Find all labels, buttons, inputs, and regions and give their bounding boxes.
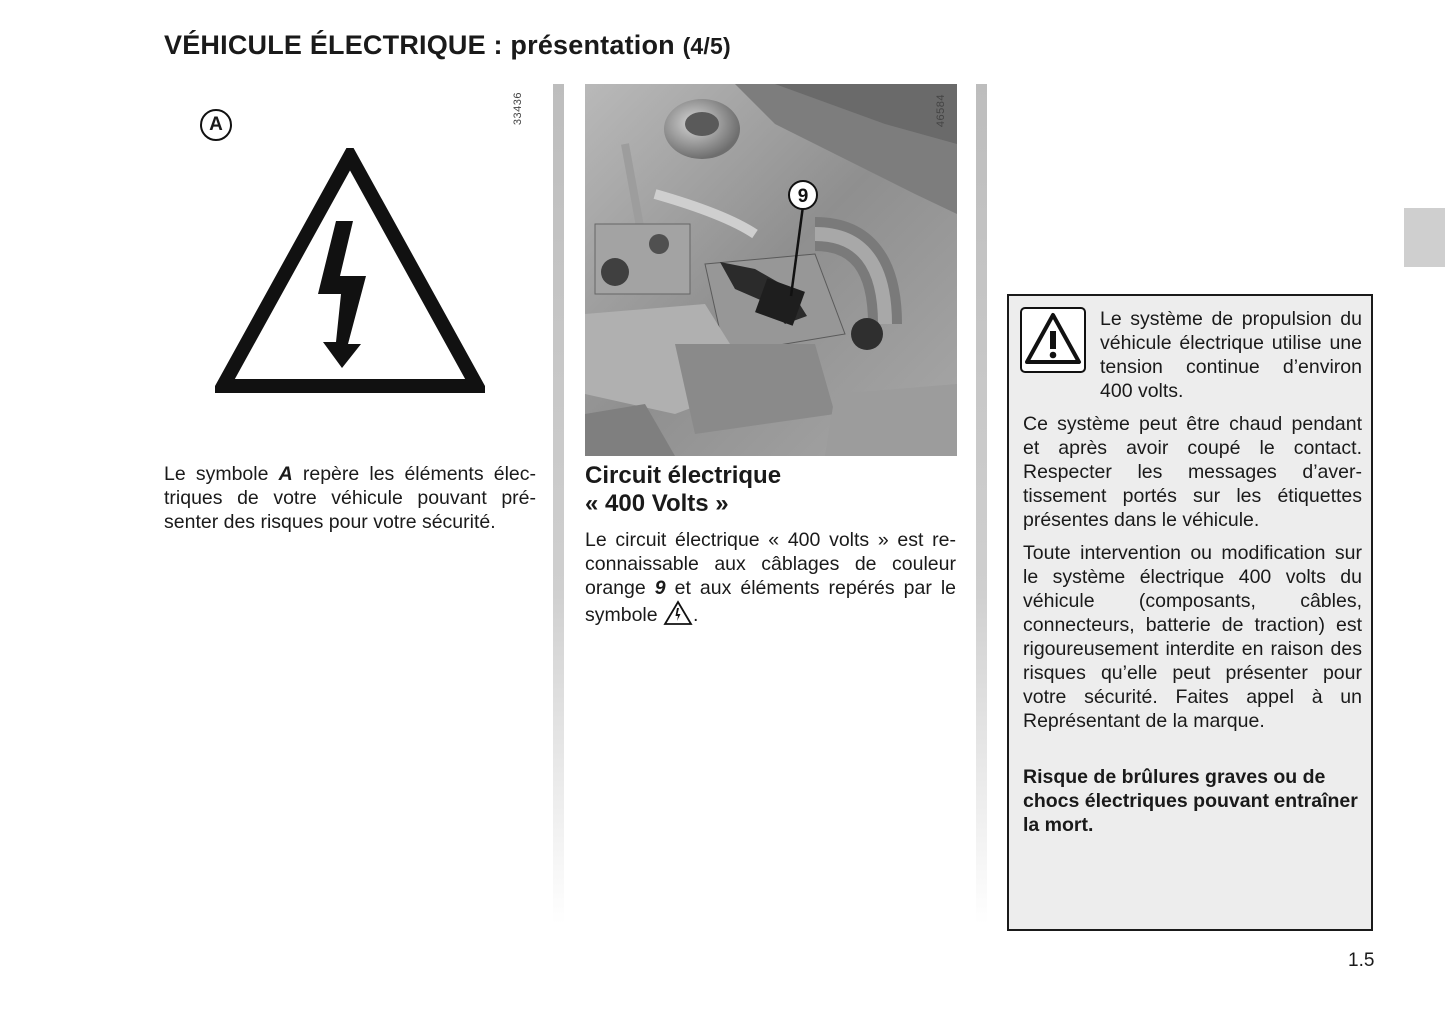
figure-code: 33436 <box>512 92 524 126</box>
warning-paragraph-heat: Ce système peut être chaud pendant et après avoir coupé le contact. Respecter les messages d’avertissement portés sur les étiquettes présentes dans le véhicule. <box>1023 413 1362 531</box>
page-title-main: VÉHICULE ÉLECTRIQUE : présentation <box>164 30 675 60</box>
section-tab <box>1404 208 1445 267</box>
warning-box <box>1007 294 1373 931</box>
symbol-a-ref: A <box>278 463 293 485</box>
page-title-part: (4/5) <box>682 33 731 59</box>
warning-triangle-icon <box>1022 309 1084 371</box>
column-divider-right <box>976 84 987 924</box>
engine-bay-photo <box>585 84 957 456</box>
column-divider-left <box>553 84 564 924</box>
section-heading: Circuit électrique « 400 Volts » <box>585 462 782 517</box>
cable-ref-9: 9 <box>654 577 666 599</box>
figure-label-a: A <box>200 109 232 141</box>
circuit-description: Le circuit électrique « 400 volts » est reconnaissable aux câblages de couleur orange 9 et aux éléments repérés par le symbole . <box>585 529 957 626</box>
callout-label-9: 9 <box>797 186 809 207</box>
warning-paragraph-intervention: Toute intervention ou modification sur le système électrique 400 volts du véhicule (composants, câbles, connecteurs, batterie de traction) est rigoureusement interdite en raison des risques qu’elle peut présenter pour votre sécurité. Faites appel à un Représentant de la marque. <box>1023 542 1362 732</box>
high-voltage-inline-icon <box>663 600 693 626</box>
warning-intro: Le système de propulsion du véhicule électrique utilise une tension continue d’environ 400 volts. <box>1100 308 1362 402</box>
photo-code: 46584 <box>935 94 947 128</box>
symbol-a-description: Le symbole A repère les éléments électriques de votre véhicule pouvant présenter des risques pour votre sécurité. <box>164 463 536 533</box>
warning-danger: Risque de brûlures graves ou de chocs électriques pouvant entraîner la mort. <box>1023 766 1358 836</box>
warning-icon-frame <box>1020 307 1086 373</box>
page-title <box>164 30 731 61</box>
high-voltage-warning-icon <box>215 148 485 394</box>
page-number: 1.5 <box>1348 950 1375 971</box>
